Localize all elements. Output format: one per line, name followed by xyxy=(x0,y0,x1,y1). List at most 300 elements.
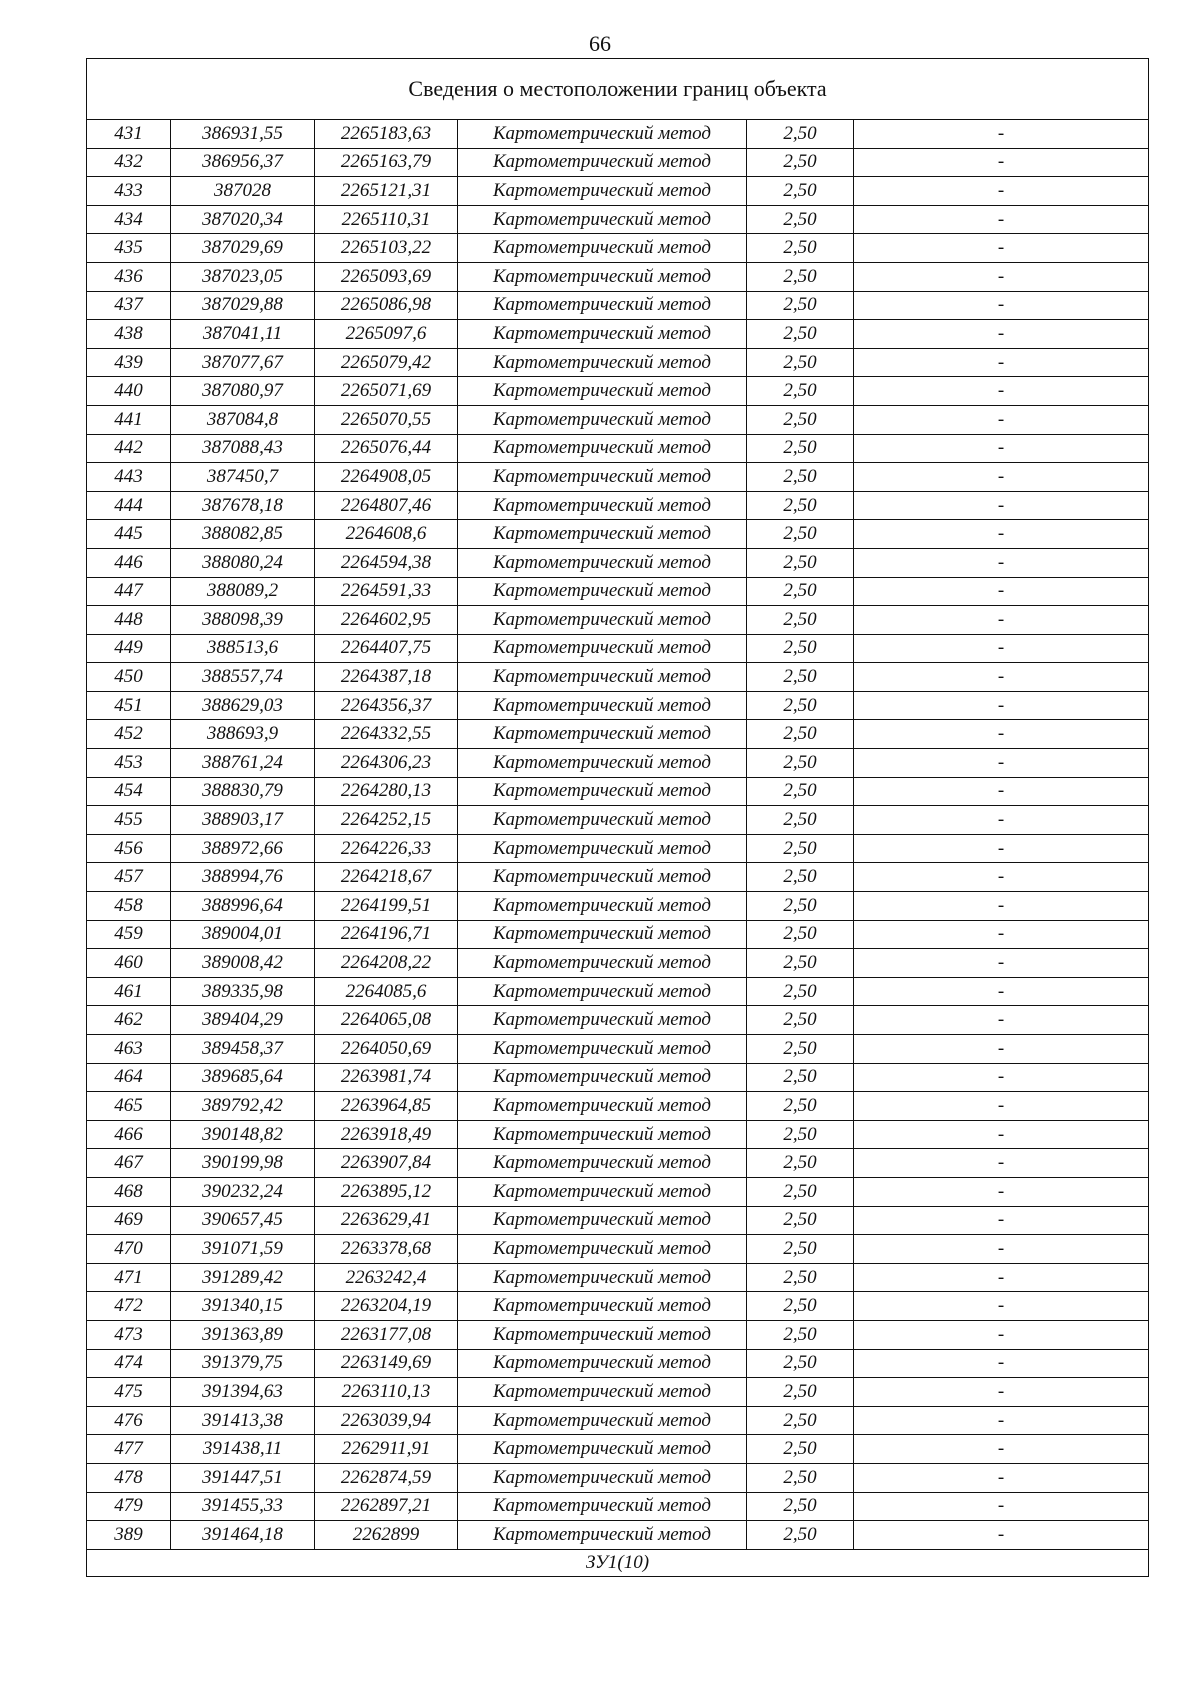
description-cell: - xyxy=(854,291,1149,320)
x-coordinate-cell: 391394,63 xyxy=(171,1378,315,1407)
method-cell: Картометрический метод xyxy=(458,577,747,606)
y-coordinate-cell: 2265097,6 xyxy=(315,320,458,349)
y-coordinate-cell: 2265163,79 xyxy=(315,148,458,177)
x-coordinate-cell: 389008,42 xyxy=(171,949,315,978)
point-number-cell: 432 xyxy=(87,148,171,177)
method-cell: Картометрический метод xyxy=(458,920,747,949)
accuracy-cell: 2,50 xyxy=(747,834,854,863)
accuracy-cell: 2,50 xyxy=(747,234,854,263)
description-cell: - xyxy=(854,1292,1149,1321)
point-number-cell: 450 xyxy=(87,663,171,692)
point-number-cell: 459 xyxy=(87,920,171,949)
point-number-cell: 433 xyxy=(87,177,171,206)
description-cell: - xyxy=(854,520,1149,549)
point-number-cell: 455 xyxy=(87,806,171,835)
x-coordinate-cell: 388557,74 xyxy=(171,663,315,692)
point-number-cell: 478 xyxy=(87,1463,171,1492)
table-row xyxy=(87,548,1149,577)
table-row xyxy=(87,1063,1149,1092)
table-row xyxy=(87,434,1149,463)
method-cell: Картометрический метод xyxy=(458,806,747,835)
description-cell: - xyxy=(854,405,1149,434)
point-number-cell: 448 xyxy=(87,606,171,635)
table-row xyxy=(87,1406,1149,1435)
y-coordinate-cell: 2265183,63 xyxy=(315,120,458,149)
accuracy-cell: 2,50 xyxy=(747,1378,854,1407)
point-number-cell: 441 xyxy=(87,405,171,434)
y-coordinate-cell: 2265121,31 xyxy=(315,177,458,206)
description-cell: - xyxy=(854,320,1149,349)
y-coordinate-cell: 2262897,21 xyxy=(315,1492,458,1521)
accuracy-cell: 2,50 xyxy=(747,177,854,206)
x-coordinate-cell: 387678,18 xyxy=(171,491,315,520)
table-body xyxy=(87,59,1149,1577)
accuracy-cell: 2,50 xyxy=(747,1492,854,1521)
description-cell: - xyxy=(854,634,1149,663)
table-row xyxy=(87,977,1149,1006)
y-coordinate-cell: 2264208,22 xyxy=(315,949,458,978)
y-coordinate-cell: 2264226,33 xyxy=(315,834,458,863)
point-number-cell: 463 xyxy=(87,1035,171,1064)
accuracy-cell: 2,50 xyxy=(747,348,854,377)
method-cell: Картометрический метод xyxy=(458,1521,747,1550)
method-cell: Картометрический метод xyxy=(458,749,747,778)
accuracy-cell: 2,50 xyxy=(747,548,854,577)
method-cell: Картометрический метод xyxy=(458,1320,747,1349)
description-cell: - xyxy=(854,1092,1149,1121)
y-coordinate-cell: 2264591,33 xyxy=(315,577,458,606)
table-row xyxy=(87,262,1149,291)
table-row xyxy=(87,405,1149,434)
y-coordinate-cell: 2264908,05 xyxy=(315,463,458,492)
method-cell: Картометрический метод xyxy=(458,262,747,291)
x-coordinate-cell: 388830,79 xyxy=(171,777,315,806)
method-cell: Картометрический метод xyxy=(458,177,747,206)
point-number-cell: 473 xyxy=(87,1320,171,1349)
x-coordinate-cell: 387077,67 xyxy=(171,348,315,377)
point-number-cell: 452 xyxy=(87,720,171,749)
description-cell: - xyxy=(854,177,1149,206)
description-cell: - xyxy=(854,777,1149,806)
method-cell: Картометрический метод xyxy=(458,1492,747,1521)
point-number-cell: 435 xyxy=(87,234,171,263)
x-coordinate-cell: 390232,24 xyxy=(171,1177,315,1206)
y-coordinate-cell: 2263110,13 xyxy=(315,1378,458,1407)
table-row xyxy=(87,377,1149,406)
table-row xyxy=(87,634,1149,663)
x-coordinate-cell: 387080,97 xyxy=(171,377,315,406)
accuracy-cell: 2,50 xyxy=(747,1521,854,1550)
accuracy-cell: 2,50 xyxy=(747,949,854,978)
method-cell: Картометрический метод xyxy=(458,291,747,320)
x-coordinate-cell: 387020,34 xyxy=(171,205,315,234)
method-cell: Картометрический метод xyxy=(458,663,747,692)
description-cell: - xyxy=(854,1006,1149,1035)
x-coordinate-cell: 391289,42 xyxy=(171,1263,315,1292)
point-number-cell: 462 xyxy=(87,1006,171,1035)
table-row xyxy=(87,1177,1149,1206)
y-coordinate-cell: 2265086,98 xyxy=(315,291,458,320)
table-row xyxy=(87,577,1149,606)
accuracy-cell: 2,50 xyxy=(747,977,854,1006)
x-coordinate-cell: 391438,11 xyxy=(171,1435,315,1464)
point-number-cell: 444 xyxy=(87,491,171,520)
x-coordinate-cell: 388903,17 xyxy=(171,806,315,835)
table-row xyxy=(87,1435,1149,1464)
description-cell: - xyxy=(854,1521,1149,1550)
table-row xyxy=(87,663,1149,692)
method-cell: Картометрический метод xyxy=(458,691,747,720)
table-row xyxy=(87,1006,1149,1035)
description-cell: - xyxy=(854,377,1149,406)
y-coordinate-cell: 2264407,75 xyxy=(315,634,458,663)
x-coordinate-cell: 390148,82 xyxy=(171,1120,315,1149)
accuracy-cell: 2,50 xyxy=(747,120,854,149)
table-row xyxy=(87,806,1149,835)
y-coordinate-cell: 2264199,51 xyxy=(315,892,458,921)
table-row xyxy=(87,120,1149,149)
table-row xyxy=(87,177,1149,206)
description-cell: - xyxy=(854,120,1149,149)
accuracy-cell: 2,50 xyxy=(747,1263,854,1292)
accuracy-cell: 2,50 xyxy=(747,863,854,892)
x-coordinate-cell: 388761,24 xyxy=(171,749,315,778)
accuracy-cell: 2,50 xyxy=(747,463,854,492)
y-coordinate-cell: 2264280,13 xyxy=(315,777,458,806)
table-row xyxy=(87,463,1149,492)
description-cell: - xyxy=(854,1235,1149,1264)
y-coordinate-cell: 2264356,37 xyxy=(315,691,458,720)
description-cell: - xyxy=(854,1177,1149,1206)
x-coordinate-cell: 389458,37 xyxy=(171,1035,315,1064)
description-cell: - xyxy=(854,491,1149,520)
method-cell: Картометрический метод xyxy=(458,1177,747,1206)
description-cell: - xyxy=(854,920,1149,949)
method-cell: Картометрический метод xyxy=(458,977,747,1006)
y-coordinate-cell: 2264387,18 xyxy=(315,663,458,692)
accuracy-cell: 2,50 xyxy=(747,205,854,234)
y-coordinate-cell: 2262911,91 xyxy=(315,1435,458,1464)
x-coordinate-cell: 388098,39 xyxy=(171,606,315,635)
method-cell: Картометрический метод xyxy=(458,1206,747,1235)
accuracy-cell: 2,50 xyxy=(747,1206,854,1235)
method-cell: Картометрический метод xyxy=(458,148,747,177)
accuracy-cell: 2,50 xyxy=(747,749,854,778)
method-cell: Картометрический метод xyxy=(458,1435,747,1464)
point-number-cell: 470 xyxy=(87,1235,171,1264)
parcel-label: ЗУ1(10) xyxy=(87,1549,1149,1576)
x-coordinate-cell: 387088,43 xyxy=(171,434,315,463)
description-cell: - xyxy=(854,1406,1149,1435)
point-number-cell: 472 xyxy=(87,1292,171,1321)
accuracy-cell: 2,50 xyxy=(747,491,854,520)
method-cell: Картометрический метод xyxy=(458,720,747,749)
method-cell: Картометрический метод xyxy=(458,1235,747,1264)
method-cell: Картометрический метод xyxy=(458,863,747,892)
x-coordinate-cell: 387023,05 xyxy=(171,262,315,291)
method-cell: Картометрический метод xyxy=(458,1006,747,1035)
method-cell: Картометрический метод xyxy=(458,491,747,520)
point-number-cell: 445 xyxy=(87,520,171,549)
y-coordinate-cell: 2265079,42 xyxy=(315,348,458,377)
point-number-cell: 469 xyxy=(87,1206,171,1235)
table-row xyxy=(87,892,1149,921)
point-number-cell: 389 xyxy=(87,1521,171,1550)
x-coordinate-cell: 388080,24 xyxy=(171,548,315,577)
y-coordinate-cell: 2264807,46 xyxy=(315,491,458,520)
description-cell: - xyxy=(854,234,1149,263)
x-coordinate-cell: 391447,51 xyxy=(171,1463,315,1492)
description-cell: - xyxy=(854,548,1149,577)
y-coordinate-cell: 2265103,22 xyxy=(315,234,458,263)
description-cell: - xyxy=(854,1435,1149,1464)
accuracy-cell: 2,50 xyxy=(747,691,854,720)
method-cell: Картометрический метод xyxy=(458,320,747,349)
table-row xyxy=(87,320,1149,349)
x-coordinate-cell: 390199,98 xyxy=(171,1149,315,1178)
method-cell: Картометрический метод xyxy=(458,234,747,263)
table-row xyxy=(87,1492,1149,1521)
y-coordinate-cell: 2263242,4 xyxy=(315,1263,458,1292)
y-coordinate-cell: 2263204,19 xyxy=(315,1292,458,1321)
accuracy-cell: 2,50 xyxy=(747,1320,854,1349)
accuracy-cell: 2,50 xyxy=(747,1292,854,1321)
table-row xyxy=(87,348,1149,377)
point-number-cell: 458 xyxy=(87,892,171,921)
y-coordinate-cell: 2264065,08 xyxy=(315,1006,458,1035)
y-coordinate-cell: 2264594,38 xyxy=(315,548,458,577)
x-coordinate-cell: 389685,64 xyxy=(171,1063,315,1092)
x-coordinate-cell: 391071,59 xyxy=(171,1235,315,1264)
x-coordinate-cell: 388996,64 xyxy=(171,892,315,921)
table-row xyxy=(87,291,1149,320)
y-coordinate-cell: 2265076,44 xyxy=(315,434,458,463)
y-coordinate-cell: 2265093,69 xyxy=(315,262,458,291)
table-row xyxy=(87,234,1149,263)
description-cell: - xyxy=(854,949,1149,978)
point-number-cell: 466 xyxy=(87,1120,171,1149)
y-coordinate-cell: 2264306,23 xyxy=(315,749,458,778)
method-cell: Картометрический метод xyxy=(458,463,747,492)
method-cell: Картометрический метод xyxy=(458,1463,747,1492)
accuracy-cell: 2,50 xyxy=(747,892,854,921)
x-coordinate-cell: 388994,76 xyxy=(171,863,315,892)
method-cell: Картометрический метод xyxy=(458,434,747,463)
description-cell: - xyxy=(854,148,1149,177)
description-cell: - xyxy=(854,834,1149,863)
accuracy-cell: 2,50 xyxy=(747,291,854,320)
x-coordinate-cell: 391379,75 xyxy=(171,1349,315,1378)
method-cell: Картометрический метод xyxy=(458,634,747,663)
y-coordinate-cell: 2263629,41 xyxy=(315,1206,458,1235)
table-row xyxy=(87,1292,1149,1321)
table-row xyxy=(87,1149,1149,1178)
table-title: Сведения о местоположении границ объекта xyxy=(87,59,1149,120)
description-cell: - xyxy=(854,1263,1149,1292)
accuracy-cell: 2,50 xyxy=(747,148,854,177)
y-coordinate-cell: 2264602,95 xyxy=(315,606,458,635)
point-number-cell: 453 xyxy=(87,749,171,778)
table-row xyxy=(87,749,1149,778)
x-coordinate-cell: 387084,8 xyxy=(171,405,315,434)
method-cell: Картометрический метод xyxy=(458,1292,747,1321)
x-coordinate-cell: 389004,01 xyxy=(171,920,315,949)
point-number-cell: 476 xyxy=(87,1406,171,1435)
accuracy-cell: 2,50 xyxy=(747,920,854,949)
method-cell: Картометрический метод xyxy=(458,949,747,978)
y-coordinate-cell: 2264050,69 xyxy=(315,1035,458,1064)
description-cell: - xyxy=(854,806,1149,835)
x-coordinate-cell: 391455,33 xyxy=(171,1492,315,1521)
x-coordinate-cell: 387029,88 xyxy=(171,291,315,320)
point-number-cell: 465 xyxy=(87,1092,171,1121)
page-number: 66 xyxy=(589,31,611,56)
method-cell: Картометрический метод xyxy=(458,520,747,549)
point-number-cell: 460 xyxy=(87,949,171,978)
point-number-cell: 434 xyxy=(87,205,171,234)
point-number-cell: 467 xyxy=(87,1149,171,1178)
accuracy-cell: 2,50 xyxy=(747,1406,854,1435)
point-number-cell: 471 xyxy=(87,1263,171,1292)
x-coordinate-cell: 387029,69 xyxy=(171,234,315,263)
y-coordinate-cell: 2265071,69 xyxy=(315,377,458,406)
description-cell: - xyxy=(854,606,1149,635)
x-coordinate-cell: 391340,15 xyxy=(171,1292,315,1321)
table-row xyxy=(87,691,1149,720)
method-cell: Картометрический метод xyxy=(458,548,747,577)
y-coordinate-cell: 2262899 xyxy=(315,1521,458,1550)
method-cell: Картометрический метод xyxy=(458,1120,747,1149)
accuracy-cell: 2,50 xyxy=(747,405,854,434)
table-row xyxy=(87,1035,1149,1064)
method-cell: Картометрический метод xyxy=(458,377,747,406)
x-coordinate-cell: 388693,9 xyxy=(171,720,315,749)
accuracy-cell: 2,50 xyxy=(747,262,854,291)
y-coordinate-cell: 2263039,94 xyxy=(315,1406,458,1435)
point-number-cell: 442 xyxy=(87,434,171,463)
x-coordinate-cell: 391413,38 xyxy=(171,1406,315,1435)
description-cell: - xyxy=(854,1320,1149,1349)
table-row xyxy=(87,520,1149,549)
y-coordinate-cell: 2262874,59 xyxy=(315,1463,458,1492)
description-cell: - xyxy=(854,348,1149,377)
table-row xyxy=(87,205,1149,234)
y-coordinate-cell: 2263964,85 xyxy=(315,1092,458,1121)
method-cell: Картометрический метод xyxy=(458,892,747,921)
table-row xyxy=(87,834,1149,863)
point-number-cell: 451 xyxy=(87,691,171,720)
description-cell: - xyxy=(854,1063,1149,1092)
accuracy-cell: 2,50 xyxy=(747,1035,854,1064)
y-coordinate-cell: 2263981,74 xyxy=(315,1063,458,1092)
table-footer-row xyxy=(87,1549,1149,1576)
y-coordinate-cell: 2263907,84 xyxy=(315,1149,458,1178)
accuracy-cell: 2,50 xyxy=(747,606,854,635)
point-number-cell: 477 xyxy=(87,1435,171,1464)
description-cell: - xyxy=(854,1035,1149,1064)
method-cell: Картометрический метод xyxy=(458,1063,747,1092)
accuracy-cell: 2,50 xyxy=(747,777,854,806)
table-row xyxy=(87,1349,1149,1378)
point-number-cell: 464 xyxy=(87,1063,171,1092)
description-cell: - xyxy=(854,434,1149,463)
description-cell: - xyxy=(854,749,1149,778)
y-coordinate-cell: 2263918,49 xyxy=(315,1120,458,1149)
point-number-cell: 456 xyxy=(87,834,171,863)
table-row xyxy=(87,491,1149,520)
table-row xyxy=(87,1092,1149,1121)
table-row xyxy=(87,148,1149,177)
x-coordinate-cell: 389792,42 xyxy=(171,1092,315,1121)
accuracy-cell: 2,50 xyxy=(747,1092,854,1121)
x-coordinate-cell: 390657,45 xyxy=(171,1206,315,1235)
y-coordinate-cell: 2264085,6 xyxy=(315,977,458,1006)
point-number-cell: 457 xyxy=(87,863,171,892)
method-cell: Картометрический метод xyxy=(458,606,747,635)
x-coordinate-cell: 391464,18 xyxy=(171,1521,315,1550)
accuracy-cell: 2,50 xyxy=(747,434,854,463)
y-coordinate-cell: 2263149,69 xyxy=(315,1349,458,1378)
y-coordinate-cell: 2264332,55 xyxy=(315,720,458,749)
table-row xyxy=(87,1463,1149,1492)
description-cell: - xyxy=(854,1463,1149,1492)
y-coordinate-cell: 2264252,15 xyxy=(315,806,458,835)
point-number-cell: 439 xyxy=(87,348,171,377)
point-number-cell: 447 xyxy=(87,577,171,606)
table-row xyxy=(87,720,1149,749)
x-coordinate-cell: 389404,29 xyxy=(171,1006,315,1035)
accuracy-cell: 2,50 xyxy=(747,1235,854,1264)
description-cell: - xyxy=(854,205,1149,234)
description-cell: - xyxy=(854,1349,1149,1378)
accuracy-cell: 2,50 xyxy=(747,1435,854,1464)
accuracy-cell: 2,50 xyxy=(747,1463,854,1492)
point-number-cell: 431 xyxy=(87,120,171,149)
point-number-cell: 468 xyxy=(87,1177,171,1206)
y-coordinate-cell: 2263177,08 xyxy=(315,1320,458,1349)
method-cell: Картометрический метод xyxy=(458,205,747,234)
table-row xyxy=(87,777,1149,806)
point-number-cell: 474 xyxy=(87,1349,171,1378)
x-coordinate-cell: 387041,11 xyxy=(171,320,315,349)
description-cell: - xyxy=(854,1378,1149,1407)
x-coordinate-cell: 388082,85 xyxy=(171,520,315,549)
point-number-cell: 436 xyxy=(87,262,171,291)
method-cell: Картометрический метод xyxy=(458,777,747,806)
method-cell: Картометрический метод xyxy=(458,1035,747,1064)
table-row xyxy=(87,1521,1149,1550)
accuracy-cell: 2,50 xyxy=(747,1177,854,1206)
point-number-cell: 479 xyxy=(87,1492,171,1521)
table-row xyxy=(87,1206,1149,1235)
table-title-row xyxy=(87,59,1149,120)
point-number-cell: 446 xyxy=(87,548,171,577)
description-cell: - xyxy=(854,663,1149,692)
y-coordinate-cell: 2265110,31 xyxy=(315,205,458,234)
x-coordinate-cell: 389335,98 xyxy=(171,977,315,1006)
method-cell: Картометрический метод xyxy=(458,1092,747,1121)
description-cell: - xyxy=(854,977,1149,1006)
table-row xyxy=(87,1235,1149,1264)
accuracy-cell: 2,50 xyxy=(747,720,854,749)
table-row xyxy=(87,1378,1149,1407)
description-cell: - xyxy=(854,1120,1149,1149)
accuracy-cell: 2,50 xyxy=(747,806,854,835)
x-coordinate-cell: 388629,03 xyxy=(171,691,315,720)
x-coordinate-cell: 391363,89 xyxy=(171,1320,315,1349)
table-row xyxy=(87,920,1149,949)
point-number-cell: 440 xyxy=(87,377,171,406)
